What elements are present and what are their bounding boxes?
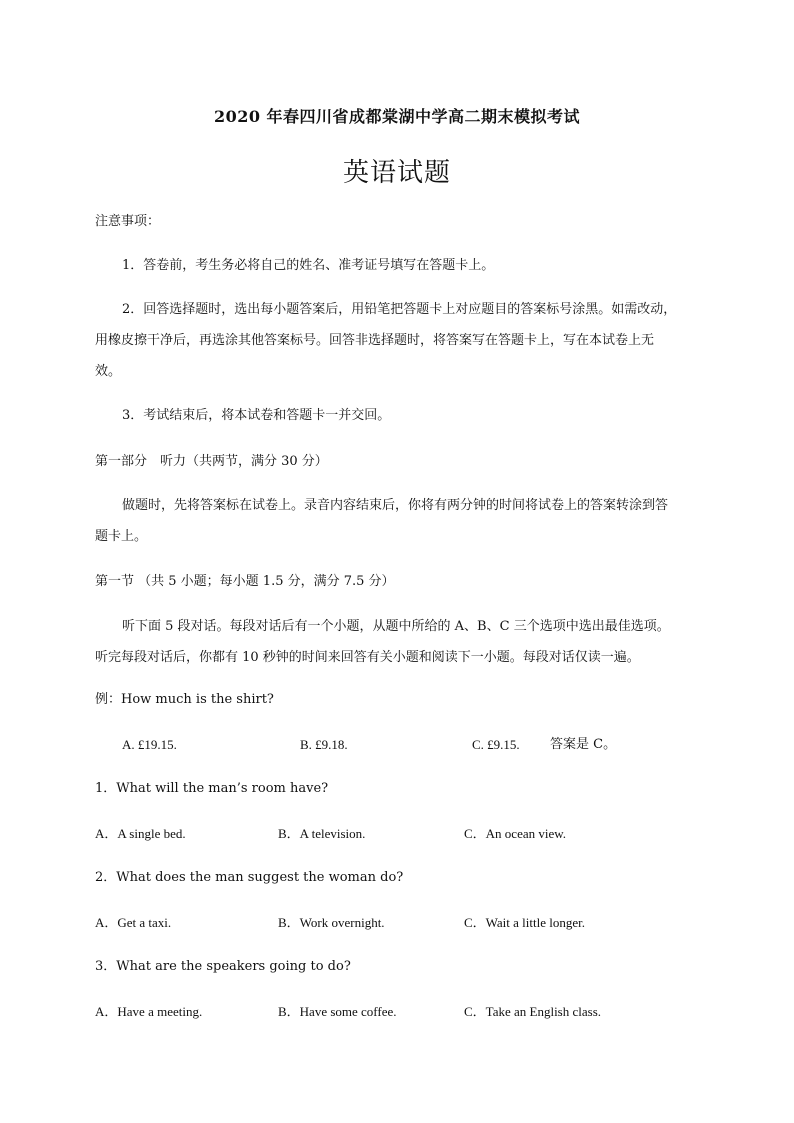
part-one-heading: 第一部分 听力（共两节，满分 30 分）	[95, 454, 328, 469]
notice-item-1: 1．答卷前，考生务必将自己的姓名、准考证号填写在答题卡上。	[122, 258, 495, 273]
question-2: 2．What does the man suggest the woman do?	[95, 870, 404, 885]
question-1: 1．What will the man’s room have?	[95, 781, 329, 796]
question-2-option-b: B．Work overnight.	[278, 915, 385, 930]
question-3: 3．What are the speakers going to do?	[95, 959, 351, 974]
section-one-instruction-line-2: 听完每段对话后，你都有 10 秒钟的时间来回答有关小题和阅读下一小题。每段对话仅读一遍。	[95, 650, 640, 665]
question-2-option-a: A．Get a taxi.	[95, 915, 172, 930]
example-option-a: A. £19.15.	[122, 737, 177, 752]
notice-item-3: 3．考试结束后，将本试卷和答题卡一并交回。	[122, 408, 391, 423]
example-answer: 答案是 C。	[550, 737, 617, 752]
question-3-option-b: B．Have some coffee.	[278, 1004, 397, 1019]
notice-item-2-line-1: 2．回答选择题时，选出每小题答案后，用铅笔把答题卡上对应题目的答案标号涂黑。如需改动，	[122, 302, 677, 317]
question-2-option-c: C．Wait a little longer.	[464, 915, 585, 930]
notice-item-2-line-3: 效。	[95, 364, 122, 379]
exam-subject-title: 英语试题	[342, 158, 451, 188]
notice-heading: 注意事项：	[95, 214, 161, 229]
section-one-heading: 第一节 （共 5 小题；每小题 1.5 分，满分 7.5 分）	[95, 574, 395, 589]
question-1-option-b: B．A television.	[278, 826, 366, 841]
part-one-instruction-line-2: 题卡上。	[95, 529, 148, 544]
example-question: 例：How much is the shirt?	[95, 692, 274, 707]
question-1-option-c: C．An ocean view.	[464, 826, 567, 841]
question-3-option-a: A．Have a meeting.	[95, 1004, 203, 1019]
question-1-option-a: A．A single bed.	[95, 826, 186, 841]
example-option-b: B. £9.18.	[300, 737, 348, 752]
question-3-option-c: C．Take an English class.	[464, 1004, 602, 1019]
section-one-instruction-line-1: 听下面 5 段对话。每段对话后有一个小题，从题中所给的 A、B、C 三个选项中选出最佳选项。	[122, 619, 670, 634]
part-one-instruction-line-1: 做题时，先将答案标在试卷上。录音内容结束后，你将有两分钟的时间将试卷上的答案转涂到答	[122, 498, 669, 513]
notice-item-2-line-2: 用橡皮擦干净后，再选涂其他答案标号。回答非选择题时，将答案写在答题卡上，写在本试卷上无	[95, 333, 655, 348]
exam-title: 2020 年春四川省成都棠湖中学高二期末模拟考试	[213, 107, 581, 126]
example-option-c: C. £9.15.	[472, 737, 520, 752]
